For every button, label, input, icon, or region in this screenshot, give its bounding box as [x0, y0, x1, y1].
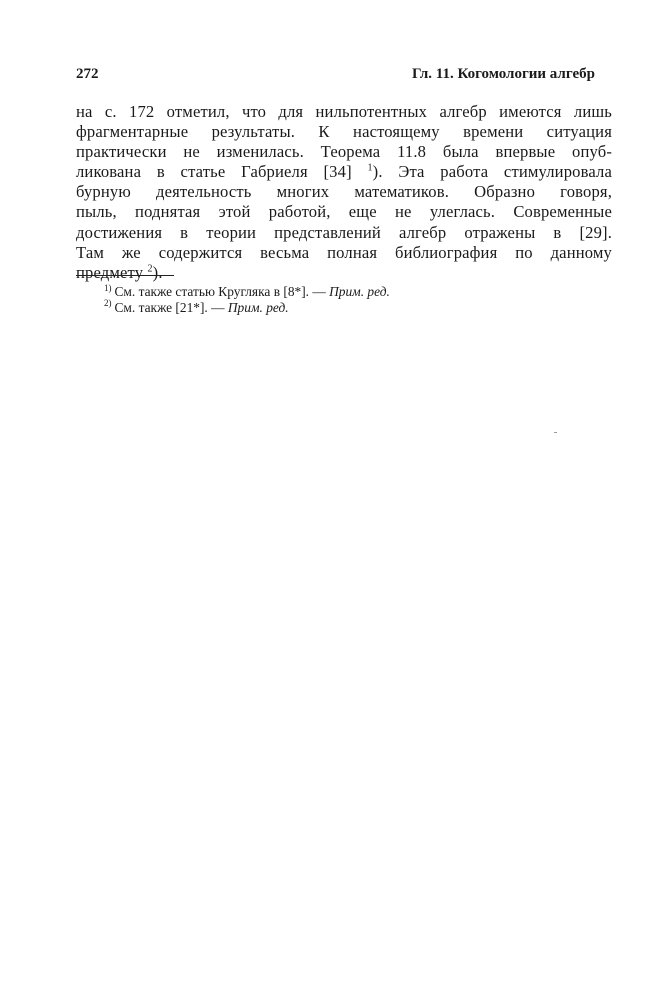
text-fragment: ). Эта работа стимулировала: [372, 162, 612, 182]
text-line: [76, 263, 612, 283]
footnote-item: [104, 300, 390, 316]
footnote-reference: 2: [147, 263, 153, 275]
footnote-divider: [76, 275, 174, 276]
text-line: Там же содержится весьма полная библиография по данному: [76, 242, 612, 262]
text-line: фрагментарные результаты. К настоящему времени ситуация: [76, 122, 612, 142]
text-fragment: ).: [152, 262, 163, 282]
footnotes: [104, 284, 390, 315]
footnote-mark: 1): [104, 282, 112, 293]
text-line: [76, 162, 612, 182]
scan-speck: [554, 432, 557, 433]
editor-note: Прим. ред.: [227, 299, 289, 315]
footnote-mark: 2): [104, 298, 112, 309]
footnote-item: [104, 284, 390, 300]
footnote-text: См. также [21*]. —: [114, 299, 225, 315]
text-line: практически не изменилась. Теорема 11.8 была впервые опуб-: [76, 142, 612, 162]
running-head: Гл. 11. Когомологии алгебр: [412, 66, 595, 82]
footnote-reference: 1: [367, 162, 373, 174]
text-fragment: предмету: [76, 262, 144, 282]
editor-note: Прим. ред.: [329, 284, 390, 299]
text-line: пыль, поднятая этой работой, еще не улеглась. Современные: [76, 202, 612, 222]
text-line: бурную деятельность многих математиков. Образно говоря,: [76, 182, 612, 202]
page-number: 272: [76, 66, 99, 82]
body-paragraph: [76, 102, 612, 283]
text-line: на с. 172 отметил, что для нильпотентных алгебр имеются лишь: [76, 102, 612, 121]
text-fragment: ликована в статье Габриеля [34]: [76, 162, 352, 182]
footnote-text: См. также статью Кругляка в [8*]. —: [114, 284, 326, 299]
text-line: достижения в теории представлений алгебр отражены в [29].: [76, 222, 612, 242]
